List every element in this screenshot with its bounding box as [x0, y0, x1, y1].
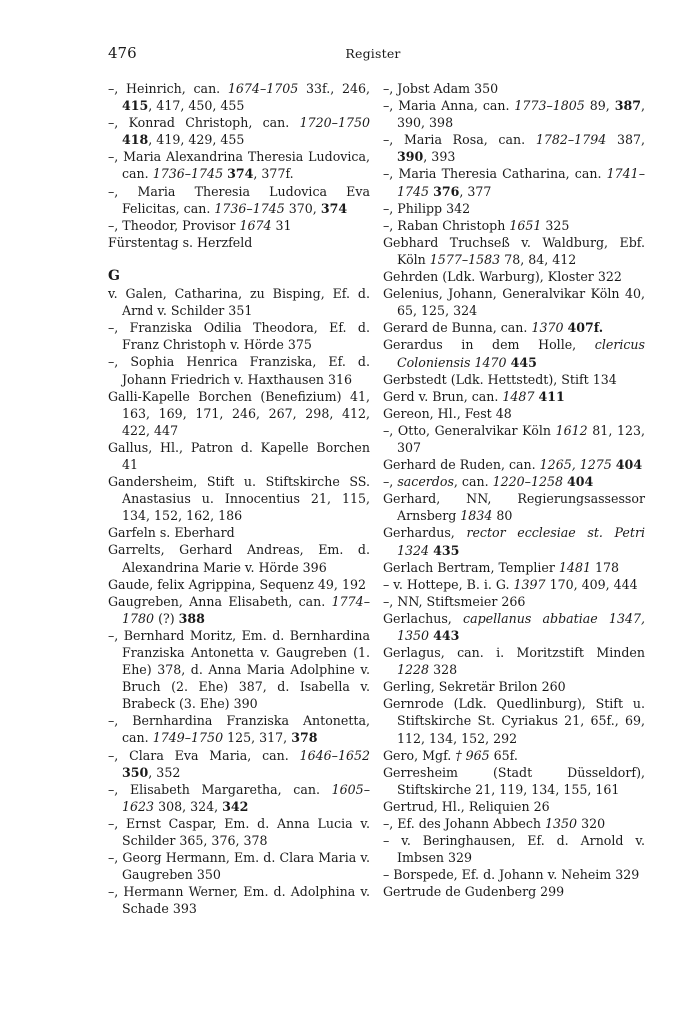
index-entry	[383, 131, 645, 165]
index-entry	[383, 695, 645, 746]
running-head: Register	[345, 46, 401, 61]
entry-segment: –, Maria Anna, can.	[383, 98, 515, 114]
entry-segment: 1612	[555, 422, 588, 438]
entry-segment: Gebhard Truchseß v. Waldburg, Ebf. Köln	[383, 234, 645, 267]
index-entry	[383, 217, 645, 234]
index-entry	[108, 148, 370, 182]
entry-segment: –, Theodor, Provisor	[108, 217, 240, 233]
entry-segment: 387,	[606, 132, 645, 148]
entry-segment: Gelenius, Johann, Generalvikar Köln 40, 65, 125, 324	[383, 286, 645, 319]
index-entry	[108, 627, 370, 712]
entry-segment: Gerhard, NN, Regierungsassessor Arnsberg	[383, 491, 645, 524]
entry-segment: 1736–1745	[152, 166, 224, 182]
entry-segment: 1674–1705	[227, 81, 299, 96]
entry-segment: 89,	[584, 98, 615, 114]
index-entry	[383, 747, 645, 764]
entry-segment: Gerbstedt (Ldk. Hettstedt), Stift 134	[383, 371, 617, 387]
entry-segment: Gereon, Hl., Fest 48	[383, 405, 512, 421]
index-entry	[383, 490, 645, 524]
entry-segment: 65f.	[489, 747, 518, 763]
index-entry	[383, 234, 645, 268]
entry-segment: v. Galen, Catharina, zu Bisping, Ef. d. Arnd v. Schilder 351	[108, 286, 370, 319]
index-entry	[383, 422, 645, 456]
entry-segment: 1651	[509, 217, 542, 233]
entry-segment: 170, 409, 444	[545, 576, 638, 592]
entry-segment: 1749–1750	[152, 730, 224, 746]
entry-segment: 1481	[558, 559, 591, 575]
entry-segment: – Borspede, Ef. d. Johann v. Neheim 329	[383, 867, 640, 883]
index-entry	[108, 439, 370, 473]
entry-segment: 1834	[460, 508, 493, 524]
entry-segment: Garfeln s. Eberhard	[108, 525, 235, 541]
entry-segment: 1370	[531, 320, 564, 336]
entry-segment: Gandersheim, Stift u. Stiftskirche SS. Anastasius u. Innocentius 21, 115, 134, 152, 162, 186	[108, 474, 370, 524]
entry-segment: , 393	[423, 149, 456, 165]
entry-segment: Gerard de Bunna, can.	[383, 320, 532, 336]
entry-segment: 374	[320, 200, 348, 216]
entry-segment: – v. Hottepe, B. i. G.	[383, 576, 514, 592]
entry-segment: –, Philipp 342	[383, 200, 471, 216]
entry-segment: –, Franziska Odilia Theodora, Ef. d. Franz Christoph v. Hörde 375	[108, 320, 370, 353]
index-entry	[383, 200, 645, 217]
index-entry	[108, 217, 370, 234]
entry-segment: –, Konrad Christoph, can.	[108, 115, 300, 131]
index-entry	[383, 388, 645, 405]
index-entry	[383, 559, 645, 576]
entry-segment: 1228	[397, 662, 430, 678]
entry-segment: 78, 84, 412	[500, 251, 577, 267]
entry-segment: 374	[227, 166, 254, 182]
entry-segment: (?)	[154, 610, 179, 626]
index-entry	[383, 832, 645, 866]
page-number: 476	[108, 44, 137, 62]
index-entry	[108, 285, 370, 319]
entry-segment: Gaugreben, Anna Elisabeth, can.	[108, 593, 332, 609]
entry-segment: Gallus, Hl., Patron d. Kapelle Borchen 41	[108, 439, 370, 472]
entry-segment: 80	[492, 508, 513, 524]
index-entry	[383, 165, 645, 199]
entry-segment: –, Raban Christoph	[383, 217, 510, 233]
entry-segment: Galli-Kapelle Borchen (Benefizium) 41, 163, 169, 171, 246, 267, 298, 412, 422, 447	[108, 388, 370, 438]
entry-segment: 1674	[239, 217, 272, 233]
entry-segment: 404	[567, 474, 594, 490]
index-entry	[108, 747, 370, 781]
index-entry	[108, 815, 370, 849]
index-entry	[108, 524, 370, 541]
entry-segment: –, Hermann Werner, Em. d. Adolphina v. Schade 393	[108, 884, 370, 917]
entry-segment: 1487	[502, 388, 535, 404]
index-entry	[383, 798, 645, 815]
entry-segment: –,	[383, 474, 398, 490]
entry-segment: , 419, 429, 455	[148, 132, 245, 148]
index-entry	[108, 712, 370, 746]
index-entry	[383, 764, 645, 798]
entry-segment: –, Ef. des Johann Abbech	[383, 816, 546, 832]
entry-segment: 404	[615, 457, 643, 473]
index-entry	[383, 610, 645, 644]
entry-segment: Gerhard de Ruden, can.	[383, 457, 540, 473]
index-entry	[383, 576, 645, 593]
entry-segment: –, Heinrich, can.	[108, 81, 228, 96]
entry-segment: 435	[433, 542, 460, 558]
entry-segment: Gerling, Sekretär Brilon 260	[383, 679, 566, 695]
entry-segment: –, Jobst Adam 350	[383, 81, 499, 96]
entry-segment: –, Elisabeth Margaretha, can.	[108, 781, 332, 797]
entry-segment: clericus Coloniensis 1470	[397, 337, 645, 370]
entry-segment: Gaude, felix Agrippina, Sequenz 49, 192	[108, 576, 366, 592]
entry-segment: 1741–1745	[397, 166, 645, 199]
entry-segment: 320	[577, 816, 606, 832]
entry-segment: 1397	[513, 576, 546, 592]
index-entry	[383, 866, 645, 883]
entry-segment: –, Bernhardina Franziska Antonetta, can.	[108, 713, 370, 746]
entry-segment: 81, 123, 307	[397, 422, 645, 455]
entry-segment: 370,	[284, 200, 321, 216]
index-entry	[108, 80, 370, 114]
index-entry	[383, 524, 645, 558]
page-header	[108, 44, 638, 66]
index-entry	[108, 353, 370, 387]
entry-segment: , 377f.	[253, 166, 294, 182]
entry-segment: , 390, 398	[397, 98, 645, 131]
entry-segment: 1577–1583	[429, 251, 501, 267]
entry-segment: Gerd v. Brun, can.	[383, 388, 503, 404]
entry-segment: 178	[590, 559, 620, 575]
entry-segment: 418	[122, 132, 149, 148]
entry-segment: 1350	[545, 816, 578, 832]
entry-segment: sacerdos	[397, 474, 454, 490]
index-entry	[383, 456, 645, 473]
entry-segment: , 417, 450, 455	[148, 98, 245, 114]
entry-segment: Gehrden (Ldk. Warburg), Kloster 322	[383, 269, 622, 285]
entry-segment: 350	[122, 764, 149, 780]
index-entry	[383, 371, 645, 388]
entry-segment: 1774–1780	[122, 593, 370, 626]
entry-segment: 388	[178, 610, 205, 626]
entry-segment: , can.	[453, 474, 493, 490]
entry-segment: –, NN, Stiftsmeier 266	[383, 593, 526, 609]
entry-segment: Gertrud, Hl., Reliquien 26	[383, 798, 550, 814]
entry-segment: –, Clara Eva Maria, can.	[108, 747, 300, 763]
index-entry	[108, 849, 370, 883]
entry-segment: 1736–1745	[214, 200, 285, 216]
index-entry	[383, 883, 645, 900]
entry-segment: Gerlach Bertram, Templier	[383, 559, 559, 575]
index-column-left	[108, 80, 370, 918]
entry-segment: 1720–1750	[299, 115, 370, 131]
entry-segment: Gertrude de Gudenberg 299	[383, 884, 565, 900]
index-entry	[108, 183, 370, 217]
entry-segment: Gerardus in dem Holle,	[383, 337, 595, 353]
entry-segment: 387	[614, 98, 641, 114]
index-entry	[383, 336, 645, 370]
index-entry	[383, 678, 645, 695]
entry-segment: Gerresheim (Stadt Düsseldorf), Stiftskirche 21, 119, 134, 155, 161	[383, 764, 645, 797]
entry-segment: Garrelts, Gerhard Andreas, Em. d. Alexandrina Marie v. Hörde 396	[108, 542, 370, 575]
index-entry	[383, 644, 645, 678]
entry-segment: 415	[122, 98, 149, 114]
section-letter: G	[108, 267, 120, 284]
entry-segment: capellanus abbatiae 1347, 1350	[397, 610, 645, 643]
section-gap	[108, 251, 370, 268]
index-entry	[383, 593, 645, 610]
entry-segment: 1646–1652	[299, 747, 370, 763]
entry-segment: Gero, Mgf.	[383, 747, 456, 763]
index-entry	[108, 883, 370, 917]
entry-segment: –, Bernhard Moritz, Em. d. Bernhardina Franziska Antonetta v. Gaugreben (1. Ehe) 378, d. Anna Maria Adolphine v. Bruch (2. Ehe) 387, d. Isabella v. Brabeck (3. Ehe) 390	[108, 627, 370, 712]
entry-segment: –, Otto, Generalvikar Köln	[383, 422, 556, 438]
entry-segment: 308, 324,	[154, 798, 223, 814]
entry-segment: 342	[222, 798, 249, 814]
entry-segment: 1773–1805	[514, 98, 585, 114]
entry-segment: 390	[397, 149, 424, 165]
index-entry	[383, 405, 645, 422]
entry-segment: –, Maria Alexandrina Theresia Ludovica, can.	[108, 149, 370, 182]
entry-segment: –, Sophia Henrica Franziska, Ef. d. Johann Friedrich v. Haxthausen 316	[108, 354, 370, 387]
entry-segment: – v. Beringhausen, Ef. d. Arnold v. Imbsen 329	[383, 833, 645, 866]
entry-segment: 33f., 246,	[298, 81, 370, 96]
entry-segment: –, Maria Theresia Ludovica Eva Felicitas, can.	[108, 183, 370, 216]
entry-segment: 443	[433, 628, 460, 643]
entry-segment: Gerlagus, can. i. Moritzstift Minden	[383, 645, 645, 661]
index-entry	[383, 285, 645, 319]
entry-segment: –, Maria Rosa, can.	[383, 132, 536, 148]
index-entry	[108, 114, 370, 148]
entry-segment: 1605–1623	[122, 781, 370, 814]
entry-segment: 31	[271, 217, 292, 233]
entry-segment: 445	[510, 354, 537, 370]
index-entry	[383, 815, 645, 832]
entry-segment: –, Ernst Caspar, Em. d. Anna Lucia v. Schilder 365, 376, 378	[108, 815, 370, 849]
index-entry	[108, 781, 370, 815]
index-entry	[383, 473, 645, 490]
index-entry	[108, 593, 370, 627]
entry-segment: 378	[291, 730, 318, 746]
entry-segment: Gernrode (Ldk. Quedlinburg), Stift u. Stiftskirche St. Cyriakus 21, 65f., 69, 112, 134, 152, 292	[383, 696, 645, 746]
entry-segment: Fürstentag s. Herzfeld	[108, 234, 253, 250]
entry-segment: 125, 317,	[223, 730, 292, 746]
entry-segment: 1220–1258	[492, 474, 564, 490]
entry-segment: 407f.	[567, 320, 604, 336]
entry-segment: 328	[429, 662, 458, 678]
index-entry	[108, 234, 370, 251]
entry-segment: † 965	[455, 747, 490, 763]
entry-segment: 376	[433, 183, 460, 199]
index-entry	[108, 576, 370, 593]
index-entry	[383, 97, 645, 131]
entry-segment: Gerhardus,	[383, 525, 467, 541]
entry-segment: –, Maria Theresia Catharina, can.	[383, 166, 607, 182]
index-entry	[108, 473, 370, 524]
entry-segment: , 377	[459, 183, 492, 199]
index-entry	[108, 388, 370, 439]
entry-segment: Gerlachus,	[383, 610, 464, 626]
entry-segment: , 352	[148, 764, 181, 780]
index-entry	[383, 80, 645, 97]
entry-segment: 1782–1794	[535, 132, 607, 148]
entry-segment: 325	[541, 217, 570, 233]
entry-segment: rector ecclesiae st. Petri 1324	[397, 525, 645, 558]
index-entry	[383, 268, 645, 285]
entry-segment: 1265, 1275	[539, 457, 612, 473]
index-entry	[108, 319, 370, 353]
index-column-right	[383, 80, 645, 901]
index-entry	[383, 319, 645, 336]
entry-segment: –, Georg Hermann, Em. d. Clara Maria v. Gaugreben 350	[108, 850, 370, 883]
entry-segment: 411	[538, 388, 565, 404]
index-entry	[108, 541, 370, 575]
